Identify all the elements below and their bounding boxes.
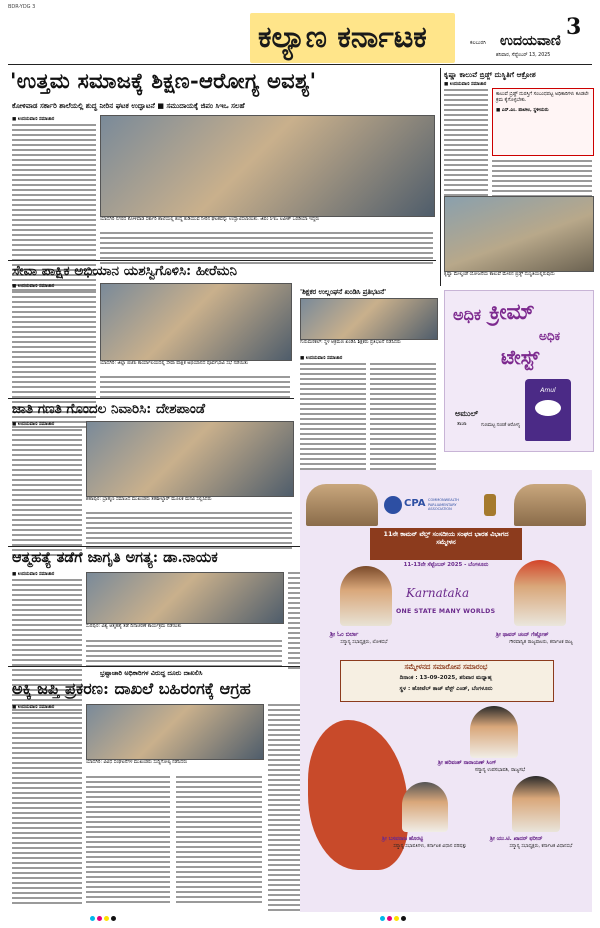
lead-byline: ■ ಉದಯವಾಣಿ ಸಮಾಚಾರ xyxy=(12,117,55,122)
registration-mark xyxy=(394,916,399,921)
atmahatye-byline: ■ ಉದಯವಾಣಿ ಸಮಾಚಾರ xyxy=(12,572,55,577)
registration-mark xyxy=(104,916,109,921)
shikshaka-headline: 'ಶಿಕ್ಷಕರ ಉಲ್ಲಂಘನೆ ಖಂಡಿಸಿ ಪ್ರತಿಭಟನೆ' xyxy=(300,288,387,296)
jati-photo xyxy=(86,421,294,497)
right-column-divider xyxy=(440,68,441,286)
right-story-quote: ಕಾಲುವೆ ಬ್ರಿಡ್ಜ್ ದುರಸ್ತಿಗೆ ಸಂಬಂಧಪಟ್ಟ ಅಧಿಕಾರಿಗಳು ಕೂಡಲೇ ಕ್ರಮ ಕೈಗೊಳ್ಳಬೇಕು. xyxy=(496,92,589,104)
cpa-ad xyxy=(300,470,592,912)
milk-pack-label: Amul xyxy=(540,387,556,394)
registration-mark xyxy=(401,916,406,921)
milk-ad-line4: ಟೇಸ್ಟ್ xyxy=(501,345,540,369)
atmahatye-caption: ಸುರಪುರ: ವಿಶ್ವ ಆತ್ಮಹತ್ಯೆ ತಡೆ ದಿನಾಚರಣೆ ಕಾರ್ಯಕ್ರಮ ನಡೆಯಿತು xyxy=(86,624,182,629)
cpa-logo-text: CPA xyxy=(404,498,426,509)
cpa-dates: 11-13ನೇ ಸೆಪ್ಟೆಂಬರ್ 2025 - ಬೆಂಗಳೂರು xyxy=(403,562,489,568)
om-birla-portrait xyxy=(340,566,392,626)
vidhana-soudha-left xyxy=(306,484,378,526)
vidhana-soudha-right xyxy=(514,484,586,526)
date-line: ಶನಿವಾರ, ಸೆಪ್ಟೆಂಬರ್ 13, 2025 xyxy=(496,53,551,58)
lead-subheadline: ಕೋಳಿವಾಡ ಸರ್ಕಾರಿ ಶಾಲೆಯಲ್ಲಿ ಶುದ್ಧ ನೀರಿನ ಘಟಕ ಉದ್ಘಾಟನೆ ■ ಸಮುದಾಯಕ್ಕೆ ಜಿಪಂ ಸಿಇಒ ಸಲಹೆ xyxy=(12,101,245,110)
guest2-portrait xyxy=(402,782,448,832)
guest3-portrait xyxy=(512,776,560,832)
registration-mark xyxy=(97,916,102,921)
lead-body-text-2 xyxy=(100,232,433,267)
paper-name: ಉದಯವಾಣಿ xyxy=(500,33,561,49)
jati-headline: ಜಾತಿ ಗಣತಿ ಗೊಂದಲ ನಿವಾರಿಸಿ: ದೇಶಪಾಂಡೆ xyxy=(12,401,206,417)
guest3-name: ಶ್ರೀ ಯು.ಟಿ. ಖಾದರ್ ಫರೀದ್ xyxy=(490,836,543,842)
akki-body-2 xyxy=(86,776,170,906)
akki-byline: ■ ಉದಯವಾಣಿ ಸಮಾಚಾರ xyxy=(12,705,55,710)
lead-bottom-rule xyxy=(8,260,436,261)
masthead-rule xyxy=(8,64,592,65)
jati-body xyxy=(12,429,82,559)
akki-body xyxy=(12,712,82,907)
seva-caption: ಯಾದಗಿರಿ: ಜಿಲ್ಲಾ ಬಿಜೆಪಿ ಕಾರ್ಯಾಲಯದಲ್ಲಿ ಸೇವಾ ಪಾಕ್ಷಿಕ ಅಭಿಯಾನದ ಪೂರ್ವಭಾವಿ ಸಭೆ ನಡೆಯಿತು xyxy=(100,361,249,366)
milk-ad-line3: ಅಧಿಕ xyxy=(539,329,561,343)
right-story-caption: ಕೃಷ್ಣಾ ಮೇಲ್ದಂಡೆ ಯೋಜನೆಯ ಕಾಲುವೆ ಮೇಲಿನ ಬ್ರಿಡ್ಜ್ ದುಸ್ಥಿತಿಯಲ್ಲಿರುವುದು xyxy=(444,272,555,277)
buffalo-icon xyxy=(535,400,561,416)
karnataka-slogan: ONE STATE MANY WORLDS xyxy=(396,608,496,615)
seva-byline: ■ ಉದಯವಾಣಿ ಸಮಾಚಾರ xyxy=(12,284,55,289)
edition-code: BDR-YDG 3 xyxy=(8,4,36,10)
seva-bottom-rule xyxy=(8,398,294,399)
atmahatye-photo xyxy=(86,572,284,624)
cpa-logo-sub: COMMONWEALTH PARLIAMENTARY ASSOCIATION xyxy=(428,498,459,511)
shikshaka-byline: ■ ಉದಯವಾಣಿ ಸಮಾಚಾರ xyxy=(300,356,343,361)
atmahatye-headline: ಆತ್ಮಹತ್ಯೆ ತಡೆಗೆ ಜಾಗೃತಿ ಅಗತ್ಯ: ಡಾ.ನಾಯಕ xyxy=(12,549,218,566)
milk-product-sub: ತಾಜಾ xyxy=(457,421,467,427)
registration-mark xyxy=(111,916,116,921)
milk-pack xyxy=(525,379,571,441)
guest2-name: ಶ್ರೀ ಬಸವರಾಜ ಹೊರಟ್ಟಿ xyxy=(382,836,423,842)
karnataka-brand: Karnataka xyxy=(406,586,470,600)
lead-photo-caption: ಯಾದಗಿರಿ ನಗರದ ಕೋಳಿವಾಡ ಸರ್ಕಾರಿ ಶಾಲೆಯಲ್ಲಿ ಶುದ್ಧ ಕುಡಿಯುವ ನೀರಿನ ಘಟಕವನ್ನು ಉದ್ಘಾಟಿಸಲಾಯಿತು. ಜಿಪಂ ಸಿಇಒ ಲವೀಶ್ ಒರಡಿಯಾ ಇದ್ದರು xyxy=(100,217,320,222)
left-dignitary-title: ಸನ್ಮಾನ್ಯ ಸಭಾಧ್ಯಕ್ಷರು, ಲೋಕಸಭೆ xyxy=(340,640,388,645)
valedictory-date: ದಿನಾಂಕ : 13-09-2025, ಶನಿವಾರ ಮಧ್ಯಾಹ್ನ xyxy=(399,675,493,681)
gehlot-portrait xyxy=(514,560,566,626)
akki-body-3 xyxy=(176,776,262,906)
registration-mark xyxy=(387,916,392,921)
right-dignitary-name: ಶ್ರೀ ಥಾವರ್ ಚಂದ್ ಗೆಹ್ಲೋತ್ xyxy=(496,632,549,638)
jati-byline: ■ ಉದಯವಾಣಿ ಸಮಾಚಾರ xyxy=(12,422,55,427)
akki-photo xyxy=(86,704,264,760)
lead-headline: 'ಉತ್ತಮ ಸಮಾಜಕ್ಕೆ ಶಿಕ್ಷಣ-ಆರೋಗ್ಯ ಅವಶ್ಯ' xyxy=(10,68,317,93)
page-number: 3 xyxy=(566,14,582,40)
milk-ad xyxy=(444,290,594,452)
milk-ad-line1: ಅಧಿಕ xyxy=(453,305,482,324)
guest2-title: ಸನ್ಮಾನ್ಯ ಸಭಾಪತಿಗಳು, ಕರ್ನಾಟಕ ವಿಧಾನ ಪರಿಷತ್ತು xyxy=(393,844,467,849)
guest1-name: ಶ್ರೀ ಹರಿವಂಶ್ ನಾರಾಯಣ್ ಸಿಂಗ್ xyxy=(438,760,497,766)
milk-product-name: ಅಮುಲ್ xyxy=(455,409,479,418)
right-story-headline: ಕೃಷ್ಣಾ ಕಾಲುವೆ ಬ್ರಿಡ್ಜ್ ದುಸ್ಥಿತಿಗೆ ಆಕ್ರೋಶ xyxy=(444,70,536,79)
seva-headline: ಸೇವಾ ಪಾಕ್ಷಿಕ ಅಭಿಯಾನ ಯಶಸ್ವಿಗೊಳಿಸಿ: ಹೀರೆಮನಿ xyxy=(12,263,238,279)
cpa-logo xyxy=(384,496,402,514)
shikshaka-photo xyxy=(300,298,438,340)
shikshaka-caption: ಗುರುಮಠಕಲ್: ಸ್ಥಳ ಆಕ್ರಮಣ ಖಂಡಿಸಿ ಶಿಕ್ಷಕರು ಪ್ರತಿಭಟನೆ ನಡೆಸಿದರು xyxy=(300,340,401,345)
seva-photo xyxy=(100,283,292,361)
akki-kicker: ಭ್ರಷ್ಟಾಚಾರಿ ಅಧಿಕಾರಿಗಳ ವಿರುದ್ಧ ದೂರು ದಾಖಲಿಸಿ xyxy=(100,669,203,677)
right-story-quote-box xyxy=(492,88,594,156)
jati-caption: ಶಹಾಪುರ: ಬ್ರಾಹ್ಮಣ ಸಮಾಜದ ಮುಖಂಡರು ತಹಶೀಲ್ದಾರ್ ಮೂಲಕ ಮನವಿ ಸಲ್ಲಿಸಿದರು xyxy=(86,497,212,502)
registration-mark xyxy=(90,916,95,921)
cpa-title: 11ನೇ ಕಾಮನ್ ವೆಲ್ತ್ ಸಂಸದೀಯ ಸಂಘದ ಭಾರತ ವಿಭಾಗದ ಸಮ್ಮೇಳನ xyxy=(383,530,509,546)
akki-headline: ಅಕ್ಕಿ ಜಪ್ತಿ ಪ್ರಕರಣ: ದಾಖಲೆ ಬಹಿರಂಗಕ್ಕೆ ಆಗ್ರಹ xyxy=(12,679,251,698)
valedictory-venue: ಸ್ಥಳ : ಹೋಟೆಲ್ ತಾಜ್ ವೆಸ್ಟ್ ಎಂಡ್, ಬೆಂಗಳೂರು xyxy=(399,686,493,692)
emblem-icon xyxy=(484,494,496,516)
right-dignitary-title: ಗೌರವಾನ್ವಿತ ರಾಜ್ಯಪಾಲರು, ಕರ್ನಾಟಕ ರಾಜ್ಯ xyxy=(509,640,573,645)
right-story-byline: ■ ಉದಯವಾಣಿ ಸಮಾಚಾರ xyxy=(444,82,487,87)
guest3-title: ಸನ್ಮಾನ್ಯ ಸಭಾಧ್ಯಕ್ಷರು, ಕರ್ನಾಟಕ ವಿಧಾನಸಭೆ xyxy=(509,844,573,849)
valedictory-title: ಸಮ್ಮೇಳನದ ಸಮಾರೋಪ ಸಮಾರಂಭ xyxy=(404,663,488,671)
right-story-quote-attribution: ■ ಎಸ್.ಎಂ. ಪಾಟೀಲ, ಸ್ಥಳೀಯರು xyxy=(496,108,549,114)
lead-photo xyxy=(100,115,435,217)
akki-caption: ಯಾದಗಿರಿ: ವಿವಿಧ ಸಂಘಟನೆಗಳ ಮುಖಂಡರು ಸುದ್ದಿಗೋಷ್ಠಿ ನಡೆಸಿದರು xyxy=(86,760,188,765)
right-story-photo xyxy=(444,196,594,272)
section-title: ಕಲ್ಯಾಣ ಕರ್ನಾಟಕ xyxy=(258,20,427,55)
guest1-title: ಸನ್ಮಾನ್ಯ ಉಪಸಭಾಪತಿ, ರಾಜ್ಯಸಭೆ xyxy=(474,768,526,773)
guest1-portrait xyxy=(470,706,518,758)
milk-ad-line2: ಕ್ರೀಮ್ xyxy=(489,299,535,325)
left-dignitary-name: ಶ್ರೀ ಓಂ ಬಿರ್ಲಾ xyxy=(330,632,359,638)
place-name: ಕಲಬುರಗಿ xyxy=(470,40,486,46)
milk-tagline: ಗುಣಮಟ್ಟ ನಂಬಿಕೆ ಆರೋಗ್ಯ xyxy=(481,423,520,428)
registration-mark xyxy=(380,916,385,921)
